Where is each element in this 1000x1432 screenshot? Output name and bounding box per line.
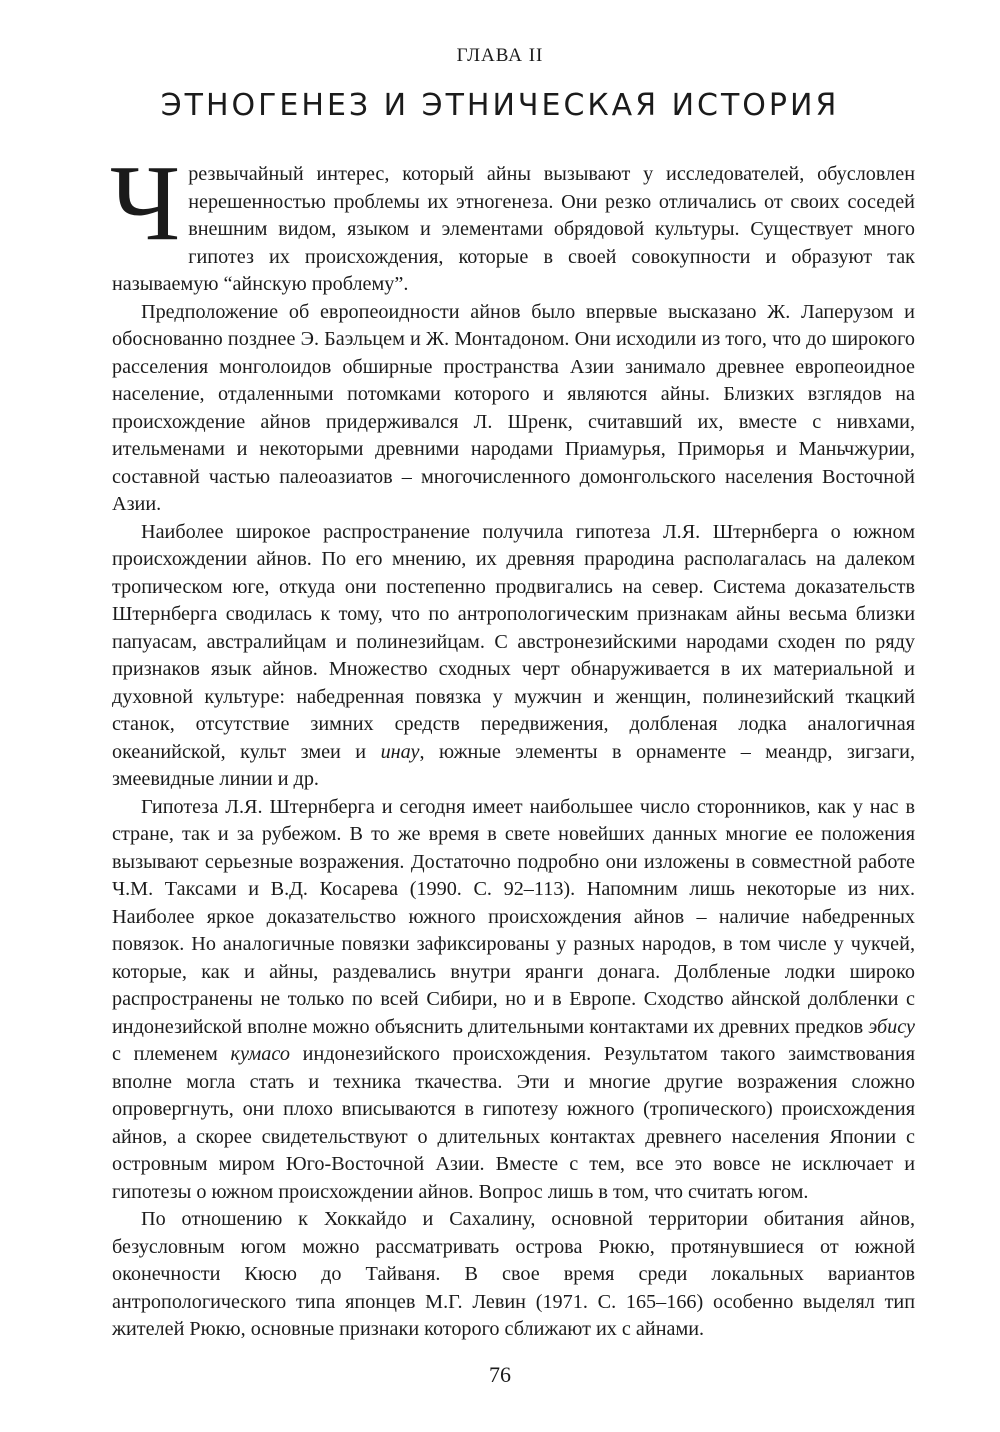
paragraph-1-text: резвычайный интерес, который айны вызывают у исследователей, обусловлен нерешенностью проблемы их этногенеза. Они резко отличались от своих соседей внешним видом, языком и элементами обрядовой культуры. Существует много гипотез их происхождения, которые в своей совокупности и образуют так называемую “айнскую проблему”. <box>112 163 915 295</box>
term-inau: инау <box>380 740 420 763</box>
page-number: 76 <box>489 1362 511 1387</box>
drop-cap: Ч <box>110 144 181 263</box>
term-kumaso: кумасо <box>230 1043 290 1065</box>
chapter-title: ЭТНОГЕНЕЗ И ЭТНИЧЕСКАЯ ИСТОРИЯ <box>160 88 840 123</box>
paragraph-2: Предположение об европеоидности айнов было впервые высказано Ж. Лаперузом и обоснованно позднее Э. Баэльцем и Ж. Монтадоном. Они исходили из того, что до широкого расселения монголоидов обширные пространства Азии занимало древнее европеоидное население, отдаленными потомками которого и являются айны. Близких взглядов на происхождение айнов придерживался Л. Шренк, считавший их, вместе с нивхами, ительменами и некоторыми древними народами Приамурья, Приморья и Маньчжурии, составной частью палеоазиатов – многочисленного домонгольского населения Восточной Азии. <box>112 300 915 515</box>
paragraph-4-text-b: с племенем <box>112 1043 231 1065</box>
paragraph-3-text-b: , южные элементы в орнаменте – меандр, зигзаги, змеевидные линии и др. <box>112 740 915 790</box>
paragraph-4 <box>112 794 915 1207</box>
paragraph-1 <box>110 144 915 299</box>
chapter-label: ГЛАВА II <box>456 45 544 66</box>
term-ebisu: эбису <box>868 1015 915 1038</box>
paragraph-4-text-c: индонезийского происхождения. Результатом такого заимствования вполне могла стать и техника ткачества. Эти и многие другие возражения сложно опровергнуть, они плохо вписываются в гипотезу южного (тропического) происхождения айнов, а скорее свидетельствуют о длительных контактах древнего населения Японии с островным миром Юго-Восточной Азии. Вместе с тем, все это вовсе не исключает и гипотезы о южном происхождении айнов. Вопрос лишь в том, что считать югом. <box>112 1043 915 1203</box>
paragraph-4-text-a: Гипотеза Л.Я. Штернберга и сегодня имеет наибольшее число сторонников, как у нас в стране, так и за рубежом. В то же время в свете новейших данных многие ее положения вызывают серьезные возражения. Достаточно подробно они изложены в совместной работе Ч.М. Таксами и В.Д. Косарева (1990. С. 92–113). Напомним лишь некоторые из них. Наиболее яркое доказательство южного происхождения айнов – наличие набедренных повязок. Но аналогичные повязки зафиксированы у разных народов, в том числе у чукчей, которые, как и айны, раздевались внутри яранги донага. Долбленые лодки широко распространены не только по всей Сибири, но и в Европе. Сходство айнской долбленки с индонезийской вполне можно объяснить длительными контактами их древних предков <box>112 795 915 1038</box>
paragraph-5: По отношению к Хоккайдо и Сахалину, основной территории обитания айнов, безусловным югом можно рассматривать острова Рюкю, протянувшиеся от южной оконечности Кюсю до Тайваня. В свое время среди локальных вариантов антропологического типа японцев М.Г. Левин (1971. С. 165–166) особенно выделял тип жителей Рюкю, основные признаки которого сближают их с айнами. <box>112 1208 915 1340</box>
body-text <box>110 144 915 1344</box>
paragraph-3 <box>112 519 915 794</box>
paragraph-3-text-a: Наиболее широкое распространение получила гипотеза Л.Я. Штернберга о южном происхождении айнов. По его мнению, их древняя прародина располагалась на далеком тропическом юге, откуда они постепенно продвигались на север. Система доказательств Штернберга сводилась к тому, что по антропологическим признакам айны весьма близки папуасам, австралийцам и полинезийцам. С австронезийскими народами сходен по ряду признаков язык айнов. Множество сходных черт обнаруживается в их материальной и духовной культуре: набедренная повязка у мужчин и женщин, полинезийский ткацкий станок, отсутствие зимних средств передвижения, долбленая лодка аналогичная океанийской, культ змеи и <box>112 520 915 763</box>
